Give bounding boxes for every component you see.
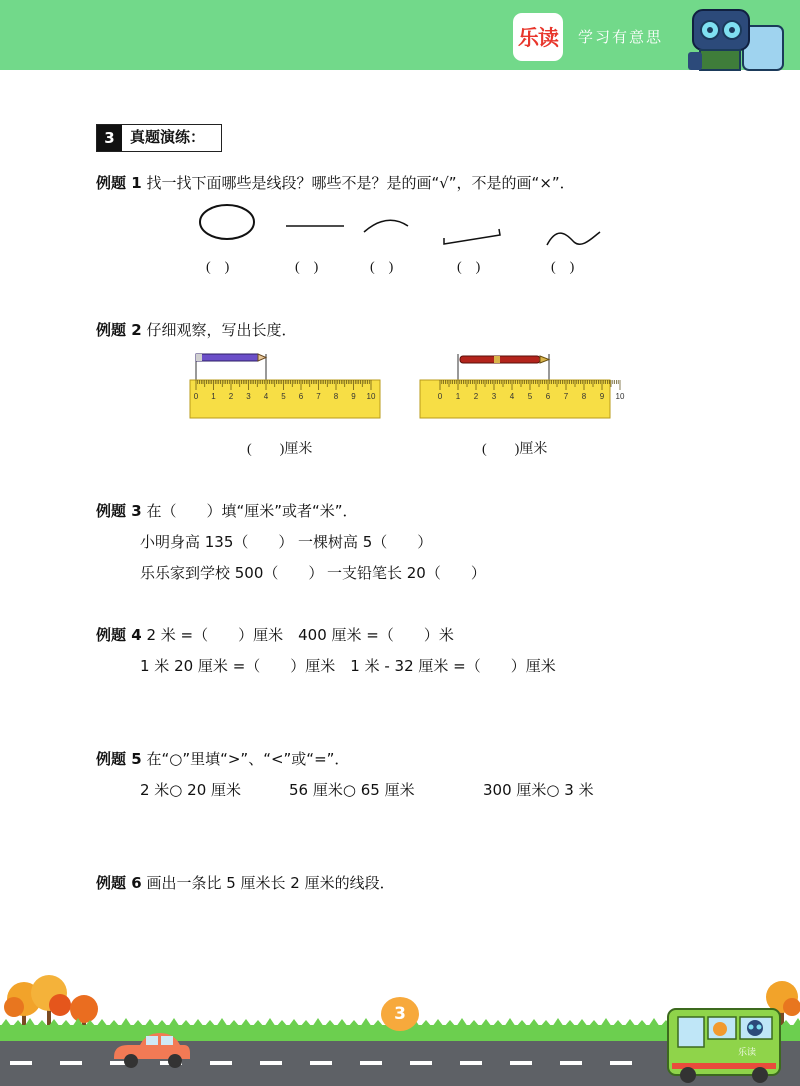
compare-item: 56 厘米○ 65 厘米 xyxy=(289,781,415,799)
ruler-tick-label: 0 xyxy=(437,392,443,401)
ellipse-figure xyxy=(200,205,254,239)
answer-blank[interactable]: ( ) xyxy=(370,260,394,275)
ruler-with-pen xyxy=(418,350,625,422)
ruler-tick-label: 2 xyxy=(228,392,234,401)
ruler-tick-label: 5 xyxy=(281,392,286,401)
ruler-tick-label: 7 xyxy=(316,392,321,401)
ruler-tick-label: 8 xyxy=(333,392,339,401)
ruler-tick-label: 10 xyxy=(366,392,376,401)
example-3-item: 一棵树高 5（ ） xyxy=(298,533,433,551)
pencil-tip xyxy=(258,354,266,361)
ruler-tick-label: 10 xyxy=(615,392,625,401)
example-3-prompt: 例题 3 在（ ）填“厘米”或者“米”． xyxy=(96,502,358,520)
pencil-body xyxy=(196,354,258,361)
ruler-tick-label: 5 xyxy=(527,392,533,401)
ruler-tick-label: 9 xyxy=(351,392,356,401)
ruler-tick-label: 2 xyxy=(473,392,479,401)
example-4-item: 1 米 20 厘米 =（ ）厘米 1 米 - 32 厘米 =（ ）厘米 xyxy=(140,657,556,675)
bent-line-figure xyxy=(444,229,500,244)
example-3-item: 乐乐家到学校 500（ ） xyxy=(140,564,324,582)
compare-item: 300 厘米○ 3 米 xyxy=(483,781,594,799)
ruler-tick-label: 4 xyxy=(509,392,515,401)
answer-blank[interactable]: ( ) xyxy=(206,260,230,275)
example-6-prompt: 例题 6 画出一条比 5 厘米长 2 厘米的线段． xyxy=(96,874,395,892)
ruler-tick-label: 4 xyxy=(263,392,269,401)
ruler-tick-label: 8 xyxy=(581,392,587,401)
example-4-prompt: 例题 4 2 米 =（ ）厘米 400 厘米 =（ ）米 xyxy=(96,626,454,644)
answer-blank[interactable]: ( ) xyxy=(551,260,575,275)
example-3-item: 小明身高 135（ ） xyxy=(140,533,294,551)
section-title: 真题演练： xyxy=(130,128,206,146)
answer-blank[interactable]: ( ) xyxy=(457,260,481,275)
example-2-prompt: 例题 2 仔细观察，写出长度． xyxy=(96,321,297,339)
length-answer-2[interactable]: ( )厘米 xyxy=(482,442,548,457)
ruler-tick-label: 3 xyxy=(491,392,497,401)
pen-nib xyxy=(540,356,549,363)
section-number: 3 xyxy=(97,125,122,151)
length-answer-1[interactable]: ( )厘米 xyxy=(247,442,313,457)
example-5-prompt: 例题 5 在“○”里填“>”、“<”或“=”． xyxy=(96,750,350,768)
ruler-tick-label: 6 xyxy=(545,392,551,401)
example-3-item: 一支铅笔长 20（ ） xyxy=(327,564,486,582)
bus-sign: 乐读 xyxy=(738,1048,757,1058)
ruler-tick-label: 1 xyxy=(211,392,216,401)
bus-illustration xyxy=(668,1009,780,1083)
wavy-curve-figure xyxy=(547,232,600,245)
ruler-tick-label: 6 xyxy=(298,392,304,401)
compare-item: 2 米○ 20 厘米 xyxy=(140,781,242,799)
brand-slogan: 学习有意思 xyxy=(578,28,664,46)
answer-blank[interactable]: ( ) xyxy=(295,260,319,275)
ruler-with-pencil xyxy=(190,350,385,422)
arc-figure xyxy=(364,220,408,232)
brand-logo: 乐读 xyxy=(513,13,563,61)
ruler-tick-label: 7 xyxy=(563,392,569,401)
ruler-tick-label: 1 xyxy=(455,392,461,401)
ruler-tick-label: 0 xyxy=(193,392,199,401)
page-number-badge: 3 xyxy=(381,997,419,1031)
example-1-prompt: 例题 1 找一找下面哪些是线段？哪些不是？是的画“√”，不是的画“×”． xyxy=(96,174,575,192)
ruler-tick-label: 3 xyxy=(246,392,251,401)
example-1-figures xyxy=(0,0,800,300)
ruler-tick-label: 9 xyxy=(599,392,605,401)
